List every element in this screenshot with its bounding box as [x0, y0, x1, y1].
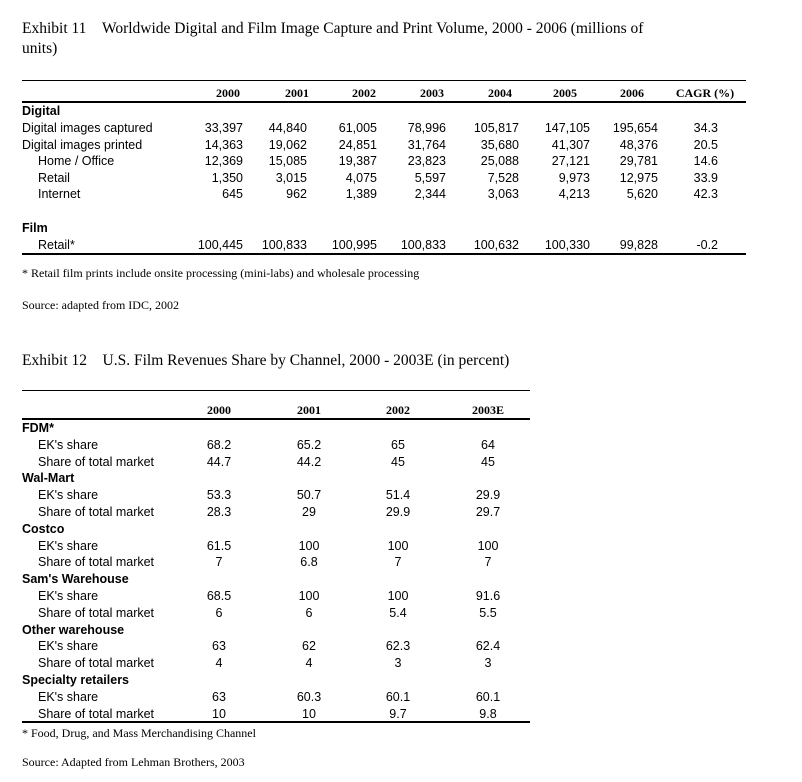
exhibit12-cell: 7 — [394, 555, 402, 570]
exhibit12-cell: 7 — [484, 555, 492, 570]
exhibit11-cell: 1,389 — [345, 187, 377, 202]
exhibit12-bottom-rule — [22, 721, 530, 723]
exhibit11-cell: 25,088 — [480, 154, 519, 169]
exhibit11-film-heading: Film — [22, 221, 48, 235]
exhibit12-row-label: EK's share — [38, 689, 99, 704]
exhibit12-col-header: 2002 — [386, 403, 410, 417]
exhibit12-row-label: Share of total market — [38, 656, 155, 671]
exhibit12-row-label: EK's share — [38, 639, 99, 654]
exhibit11-cell: 48,376 — [619, 137, 658, 152]
exhibit12-group-heading: Costco — [22, 521, 65, 536]
exhibit12-header-rule — [22, 418, 530, 420]
exhibit12-row-label: Share of total market — [38, 555, 155, 570]
exhibit11-cell: 61,005 — [338, 121, 377, 135]
exhibit11-cell: 12,975 — [619, 170, 658, 185]
exhibit11-cell: 1,350 — [211, 170, 243, 185]
exhibit12-top-rule — [22, 390, 530, 391]
exhibit12-cell: 45 — [481, 454, 495, 469]
exhibit11-title-line1: Worldwide Digital and Film Image Capture and Print Volume, 2000 - 2006 (millions of — [101, 20, 644, 37]
exhibit12-cell: 65.2 — [296, 437, 322, 452]
exhibit12-cell: 68.2 — [206, 437, 232, 452]
exhibit12-row-label: EK's share — [38, 589, 99, 603]
exhibit11-cell: 19,062 — [268, 137, 307, 152]
exhibit12-row-label: Share of total market — [38, 454, 155, 469]
exhibit12-cell: 29 — [302, 505, 316, 519]
exhibit12-title — [22, 352, 509, 370]
exhibit12-title-text: U.S. Film Revenues Share by Channel, 2000 - 2003E (in percent) — [102, 352, 510, 369]
exhibit12-group-heading: FDM* — [22, 421, 54, 435]
exhibit12-row-label: EK's share — [38, 538, 99, 553]
exhibit12-cell: 10 — [212, 706, 226, 721]
exhibit11-cell: 20.5 — [693, 137, 718, 152]
exhibit12-cell: 29.9 — [475, 488, 501, 503]
exhibit11-cell: 100,833 — [261, 238, 307, 252]
exhibit11-cell: 100,330 — [544, 238, 590, 252]
exhibit12-cell: 3 — [484, 656, 492, 671]
exhibit11-cell: 2,344 — [414, 187, 446, 202]
exhibit11-cell: 24,851 — [338, 137, 377, 152]
exhibit12-cell: 50.7 — [296, 488, 322, 503]
exhibit11-cell: 5,620 — [626, 187, 658, 202]
exhibit11-cell: 100,632 — [473, 238, 519, 252]
exhibit11-cell: -0.2 — [696, 238, 718, 252]
exhibit11-header-rule — [22, 101, 746, 103]
exhibit11-cell: 7,528 — [487, 170, 519, 185]
exhibit11-cell: 105,817 — [473, 121, 519, 135]
exhibit11-source: Source: adapted from IDC, 2002 — [22, 298, 179, 312]
exhibit11-title — [22, 20, 643, 38]
exhibit11-cell: 3,015 — [275, 170, 307, 185]
exhibit11-cell: 23,823 — [407, 154, 446, 169]
exhibit12-cell: 53.3 — [206, 488, 232, 503]
exhibit11-cell: 962 — [286, 187, 307, 202]
exhibit11-cell: 44,840 — [268, 121, 307, 135]
exhibit11-row-label: Digital images printed — [22, 137, 143, 152]
exhibit12-cell: 100 — [387, 589, 409, 603]
exhibit11-footnote: * Retail film prints include onsite processing (mini-labs) and wholesale processing — [22, 266, 420, 280]
exhibit12-cell: 7 — [215, 555, 223, 570]
exhibit12-cell: 62.3 — [385, 639, 411, 654]
exhibit12-cell: 91.6 — [475, 589, 501, 603]
exhibit11-cell: 27,121 — [551, 154, 590, 169]
exhibit11-cell: 4,213 — [558, 187, 590, 202]
exhibit11-label: Exhibit 11 — [22, 20, 87, 37]
exhibit11-col-header: 2001 — [285, 86, 309, 100]
exhibit11-col-header: 2000 — [216, 86, 240, 100]
exhibit11-row-label: Retail — [38, 170, 70, 185]
exhibit11-row-label: Internet — [38, 187, 81, 202]
exhibit12-cell: 60.1 — [385, 689, 411, 704]
exhibit11-col-header: 2004 — [488, 86, 512, 100]
exhibit11-cell: 12,369 — [204, 154, 243, 169]
exhibit11-cell: 19,387 — [338, 154, 377, 169]
exhibit12-cell: 60.1 — [475, 689, 501, 704]
exhibit12-cell: 10 — [302, 706, 316, 721]
exhibit12-row-label: Share of total market — [38, 706, 155, 721]
exhibit12-row-label: EK's share — [38, 488, 99, 503]
exhibit12-cell: 100 — [298, 589, 320, 603]
exhibit12-cell: 63 — [212, 639, 226, 654]
exhibit12-cell: 68.5 — [206, 589, 232, 603]
exhibit11-cell: 15,085 — [268, 154, 307, 169]
exhibit12-cell: 44.2 — [296, 454, 322, 469]
exhibit12-cell: 100 — [387, 538, 409, 553]
exhibit12-footnote: * Food, Drug, and Mass Merchandising Channel — [22, 726, 256, 740]
exhibit11-col-header: 2003 — [420, 86, 444, 100]
exhibit12-col-header: 2003E — [471, 403, 504, 417]
exhibit12-col-header: 2001 — [297, 403, 321, 417]
exhibit12-group-heading: Wal-Mart — [22, 471, 75, 486]
exhibit12-cell: 4 — [215, 656, 223, 671]
exhibit12-cell: 62.4 — [475, 639, 501, 654]
exhibit12-row-label: Share of total market — [38, 605, 155, 620]
exhibit11-row-label: Home / Office — [38, 154, 115, 169]
exhibit12-cell: 29.7 — [475, 505, 501, 519]
exhibit11-cell: 33,397 — [204, 121, 243, 135]
exhibit12-row-label: EK's share — [38, 437, 99, 452]
exhibit11-top-rule — [22, 80, 746, 81]
exhibit11-col-header: CAGR (%) — [675, 86, 735, 100]
exhibit12-row-label: Share of total market — [38, 505, 155, 519]
exhibit12-cell: 51.4 — [385, 488, 411, 503]
exhibit11-col-header: 2005 — [553, 86, 577, 100]
exhibit12-cell: 44.7 — [206, 454, 232, 469]
exhibit12-cell: 45 — [391, 454, 405, 469]
exhibit11-cell: 14.6 — [693, 154, 718, 169]
exhibit12-cell: 9.7 — [389, 706, 407, 721]
exhibit12-cell: 5.5 — [479, 605, 497, 620]
exhibit11-cell: 14,363 — [204, 137, 243, 152]
exhibit12-cell: 65 — [391, 437, 405, 452]
exhibit11-row-label: Digital images captured — [22, 121, 153, 135]
exhibit11-cell: 100,833 — [400, 238, 446, 252]
exhibit11-cell: 78,996 — [407, 121, 446, 135]
exhibit12-cell: 63 — [212, 689, 226, 704]
exhibit12-source: Source: Adapted from Lehman Brothers, 2003 — [22, 755, 245, 769]
exhibit11-cell: 29,781 — [619, 154, 658, 169]
exhibit12-cell: 3 — [394, 656, 402, 671]
exhibit12-cell: 100 — [477, 538, 499, 553]
exhibit12-cell: 60.3 — [296, 689, 322, 704]
exhibit12-cell: 6 — [305, 605, 313, 620]
exhibit11-cell: 33.9 — [693, 170, 718, 185]
exhibit12-cell: 62 — [302, 639, 316, 654]
exhibit12-cell: 100 — [298, 538, 320, 553]
exhibit11-cell: 3,063 — [487, 187, 519, 202]
exhibit12-group-heading: Sam's Warehouse — [22, 572, 129, 587]
exhibit12-cell: 4 — [305, 656, 313, 671]
exhibit11-cell: 34.3 — [693, 121, 718, 135]
exhibit11-cell: 31,764 — [407, 137, 446, 152]
exhibit12-cell: 5.4 — [389, 605, 407, 620]
exhibit11-cell: 4,075 — [345, 170, 377, 185]
exhibit11-col-header: 2002 — [352, 86, 376, 100]
exhibit11-cell: 42.3 — [693, 187, 718, 202]
exhibit11-cell: 100,445 — [197, 238, 243, 252]
exhibit11-digital-heading: Digital — [22, 104, 61, 118]
exhibit12-cell: 61.5 — [206, 538, 232, 553]
exhibit11-row-label: Retail* — [38, 238, 75, 252]
exhibit11-cell: 195,654 — [612, 121, 658, 135]
exhibit11-cell: 5,597 — [414, 170, 446, 185]
exhibit11-col-header: 2006 — [620, 86, 644, 100]
exhibit12-group-heading: Specialty retailers — [22, 673, 130, 687]
exhibit12-group-heading: Other warehouse — [22, 622, 125, 637]
exhibit11-cell: 645 — [222, 187, 243, 202]
exhibit11-cell: 35,680 — [480, 137, 519, 152]
exhibit12-cell: 6 — [215, 605, 223, 620]
exhibit11-cell: 99,828 — [619, 238, 658, 252]
exhibit11-cell: 147,105 — [544, 121, 590, 135]
exhibit11-title-line2: units) — [22, 40, 58, 57]
exhibit11-cell: 100,995 — [331, 238, 377, 252]
exhibit12-cell: 29.9 — [385, 505, 411, 519]
exhibit11-cell: 9,973 — [558, 170, 590, 185]
exhibit12-cell: 28.3 — [206, 505, 232, 519]
exhibit12-cell: 9.8 — [479, 706, 497, 721]
exhibit12-label: Exhibit 12 — [22, 352, 88, 369]
exhibit12-cell: 64 — [481, 437, 495, 452]
exhibit12-cell: 6.8 — [300, 555, 318, 570]
exhibit11-bottom-rule — [22, 253, 746, 255]
exhibit12-col-header: 2000 — [207, 403, 231, 417]
exhibit11-cell: 41,307 — [551, 137, 590, 152]
